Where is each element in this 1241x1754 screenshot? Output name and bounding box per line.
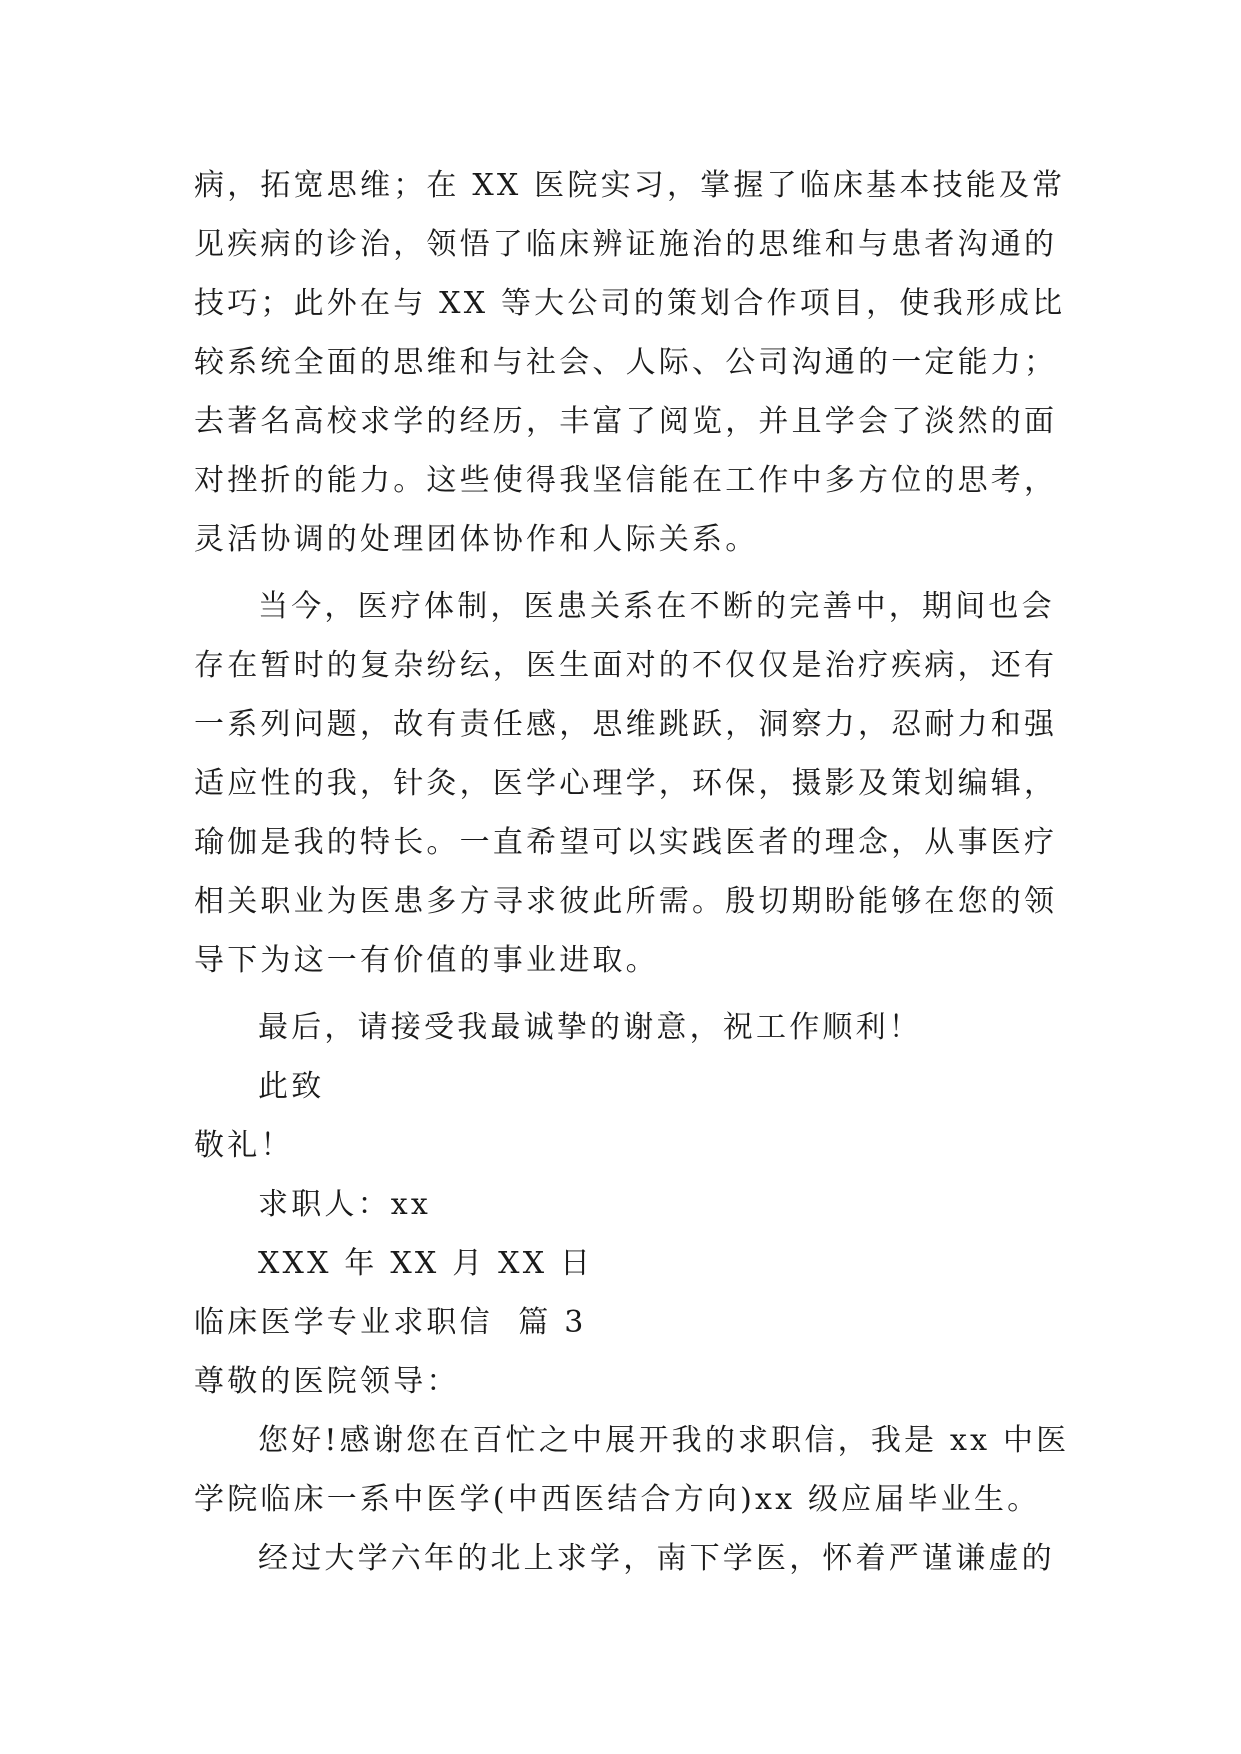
text-line: 病，拓宽思维；在 XX 医院实习，掌握了临床基本技能及常 [194, 168, 1066, 203]
signer-line: 求职人：xx [258, 1187, 432, 1222]
greeting-line: 尊敬的医院领导： [194, 1364, 460, 1399]
text-line: 导下为这一有价值的事业进取。 [194, 943, 659, 978]
text-line: 去著名高校求学的经历，丰富了阅览，并且学会了淡然的面 [194, 404, 1058, 439]
text-line: 对挫折的能力。这些使得我坚信能在工作中多方位的思考， [194, 463, 1058, 498]
section-title: 临床医学专业求职信 篇 3 [194, 1305, 587, 1340]
text-line: 存在暂时的复杂纷纭，医生面对的不仅仅是治疗疾病，还有 [194, 648, 1058, 683]
text-line: 适应性的我，针灸，医学心理学，环保，摄影及策划编辑， [194, 766, 1058, 801]
text-line: 您好!感谢您在百忙之中展开我的求职信，我是 xx 中医 [258, 1423, 1070, 1458]
salutation-line: 此致 [258, 1069, 325, 1104]
text-line: 见疾病的诊治，领悟了临床辨证施治的思维和与患者沟通的 [194, 227, 1058, 262]
document-page [194, 156, 1070, 1588]
paragraph-gap [194, 990, 1054, 998]
text-line: 一系列问题，故有责任感，思维跳跃，洞察力，忍耐力和强 [194, 707, 1058, 742]
paragraph [194, 577, 1058, 990]
salutation-line: 敬礼！ [194, 1128, 294, 1163]
text-line: 学院临床一系中医学(中西医结合方向)xx 级应届毕业生。 [194, 1482, 1041, 1517]
paragraph-gap [194, 569, 1054, 577]
text-line: 技巧；此外在与 XX 等大公司的策划合作项目，使我形成比 [194, 286, 1066, 321]
paragraph [194, 1411, 1070, 1529]
text-line: 瑜伽是我的特长。一直希望可以实践医者的理念，从事医疗 [194, 825, 1058, 860]
paragraph [194, 1529, 1054, 1588]
paragraph [194, 156, 1066, 569]
text-line: 经过大学六年的北上求学，南下学医，怀着严谨谦虚的 [258, 1541, 1055, 1576]
text-line: 灵活协调的处理团体协作和人际关系。 [194, 522, 759, 557]
closing-line: 最后，请接受我最诚挚的谢意，祝工作顺利！ [258, 1010, 922, 1045]
text-line: 相关职业为医患多方寻求彼此所需。殷切期盼能够在您的领 [194, 884, 1058, 919]
text-line: 较系统全面的思维和与社会、人际、公司沟通的一定能力； [194, 345, 1058, 380]
date-line: XXX 年 XX 月 XX 日 [258, 1246, 594, 1281]
text-line: 当今，医疗体制，医患关系在不断的完善中，期间也会 [258, 589, 1055, 624]
